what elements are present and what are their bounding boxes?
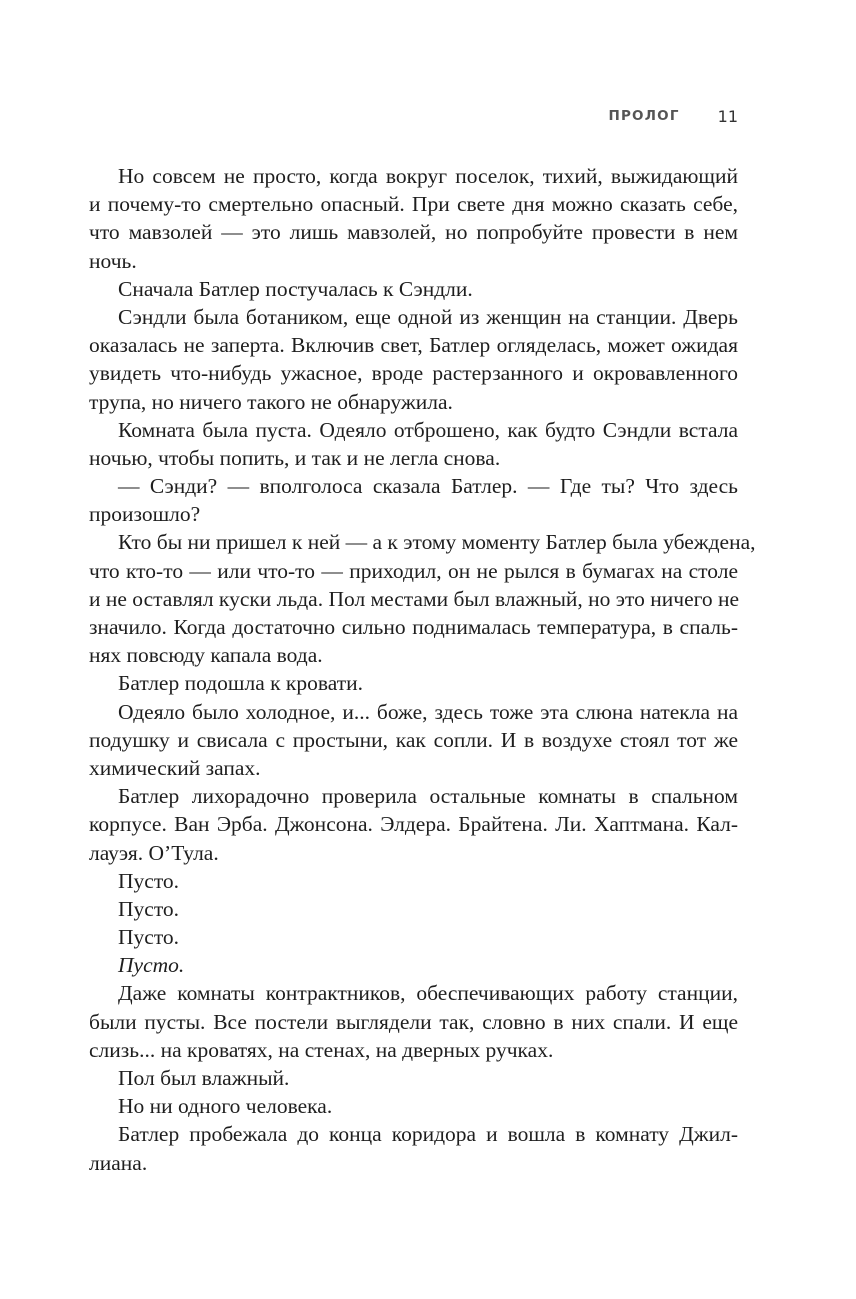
- text-line: Одеяло было холодное, и... боже, здесь тоже эта слюна натекла на: [118, 699, 738, 724]
- text-line: Пусто.: [118, 868, 180, 893]
- text-line: трупа, но ничего такого не обнаружила.: [89, 389, 453, 414]
- text-line: Комната была пуста. Одеяло отброшено, как будто Сэндли встала: [118, 417, 738, 442]
- text-line: Пусто.: [118, 896, 180, 921]
- text-line: слизь... на кроватях, на стенах, на дверных ручках.: [89, 1037, 554, 1062]
- text-line: Но совсем не просто, когда вокруг поселок, тихий, выжидающий: [118, 164, 738, 188]
- text-line: Даже комнаты контрактников, обеспечивающих работу станции,: [118, 981, 738, 1006]
- text-line: корпусе. Ван Эрба. Джонсона. Элдера. Брайтена. Ли. Хаптмана. Кал-: [89, 812, 738, 837]
- text-line: лауэя. О’Тула.: [89, 840, 219, 865]
- text-line: Сначала Батлер постучалась к Сэндли.: [118, 276, 473, 301]
- text-line: оказалась не заперта. Включив свет, Батлер огляделась, может ожидая: [89, 333, 738, 358]
- text-line: увидеть что-нибудь ужасное, вроде растерзанного и окровавленного: [89, 361, 738, 386]
- text-line: химический запах.: [89, 755, 261, 780]
- text-line: Но ни одного человека.: [118, 1094, 333, 1119]
- text-line: Пусто.: [118, 925, 180, 950]
- text-line: Пол был влажный.: [118, 1066, 290, 1090]
- text-line: Батлер пробежала до конца коридора и вошла в комнату Джил-: [118, 1122, 738, 1147]
- text-line: что мавзолей — это лишь мавзолей, но попробуйте провести в нем: [89, 220, 738, 245]
- text-line: и не оставлял куски льда. Пол местами был влажный, но это ничего не: [89, 586, 740, 611]
- text-line: — Сэнди? — вполголоса сказала Батлер. — Где ты? Что здесь: [118, 474, 738, 499]
- running-header: [608, 104, 738, 128]
- text-line: ночью, чтобы попить, и так и не легла снова.: [89, 445, 501, 470]
- text-line: подушку и свисала с простыни, как сопли. И в воздухе стоял тот же: [89, 727, 738, 752]
- text-line: Батлер подошла к кровати.: [118, 671, 364, 696]
- body-text: [89, 162, 756, 1177]
- text-line: нях повсюду капала вода.: [89, 643, 323, 668]
- text-line: произошло?: [89, 502, 201, 527]
- text-line: Сэндли была ботаником, еще одной из женщин на станции. Дверь: [118, 304, 738, 329]
- text-line: лиана.: [89, 1150, 148, 1175]
- page-number: 11: [717, 106, 738, 126]
- text-line: Кто бы ни пришел к ней — а к этому моменту Батлер была убеждена,: [118, 530, 756, 555]
- text-line: были пусты. Все постели выглядели так, словно в них спали. И еще: [89, 1009, 738, 1034]
- text-line: ночь.: [89, 248, 137, 273]
- text-line: значило. Когда достаточно сильно поднималась температура, в спаль-: [89, 615, 738, 639]
- text-line: и почему-то смертельно опасный. При свете дня можно сказать себе,: [89, 192, 738, 217]
- text-line: Пусто.: [118, 953, 185, 978]
- chapter-title: ПРОЛОГ: [608, 108, 680, 124]
- text-line: что кто-то — или что-то — приходил, он не рылся в бумагах на столе: [89, 558, 738, 583]
- text-line: Батлер лихорадочно проверила остальные комнаты в спальном: [118, 784, 738, 809]
